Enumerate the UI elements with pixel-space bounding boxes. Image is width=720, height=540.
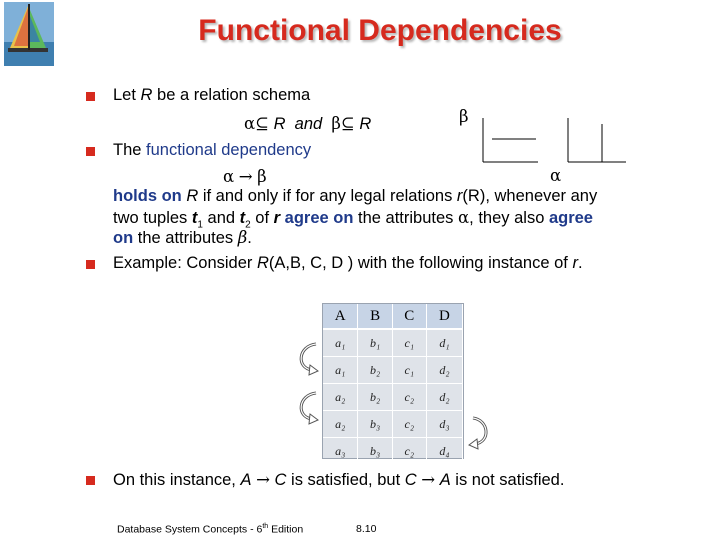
footer-book-title: Database System Concepts - 6th Edition: [117, 523, 304, 536]
table-cell: c₂: [392, 384, 426, 411]
column-header: D: [426, 304, 462, 329]
table-cell: d₂: [426, 384, 462, 411]
page-number: 8.10: [356, 523, 377, 535]
table-cell: d₃: [426, 411, 462, 438]
definition-line-3: on the attributes β.: [113, 228, 252, 247]
relation-instance-table: [322, 303, 464, 459]
fd-expression: α → β: [223, 167, 267, 186]
table-row: [323, 411, 463, 438]
diagram-alpha-label: α: [550, 166, 562, 185]
bullet-functional-dependency: The functional dependency: [113, 141, 312, 159]
table-cell: d₂: [426, 357, 462, 384]
page-title: Functional Dependencies: [198, 14, 562, 47]
definition-line-2: two tuples $t_1$ and $t_2$ of r agree on the attributes α, they also agree: [113, 208, 593, 231]
table-cell: b₂: [358, 384, 392, 411]
table-row: [323, 357, 463, 384]
attribute-set-diagram: [476, 112, 636, 170]
column-header: B: [358, 304, 392, 329]
table-cell: c₂: [392, 411, 426, 438]
table-cell: a₃: [323, 438, 358, 465]
table-cell: c₂: [392, 438, 426, 465]
table-cell: b₂: [358, 357, 392, 384]
bullet-conclusion: On this instance, A → C is satisfied, but C → A is not satisfied.: [113, 470, 565, 489]
bullet-example: Example: Consider R(A,B, C, D ) with the following instance of r.: [113, 254, 583, 272]
table-cell: b₃: [358, 438, 392, 465]
diagram-beta-label: β: [459, 107, 469, 126]
table-cell: a₁: [323, 329, 358, 357]
subset-expression: α⊆ R and β⊆ R: [244, 114, 372, 133]
table-cell: b₃: [358, 411, 392, 438]
table-row: [323, 384, 463, 411]
table-cell: b₁: [358, 329, 392, 357]
table-cell: a₂: [323, 384, 358, 411]
table-cell: a₂: [323, 411, 358, 438]
curved-arrow-icon: [294, 389, 320, 425]
bullet-marker: [86, 147, 95, 156]
curved-arrow-icon: [467, 414, 493, 450]
table-cell: d₄: [426, 438, 462, 465]
table-row: [323, 438, 463, 465]
bullet-relation-schema: Let R be a relation schema: [113, 86, 311, 104]
bullet-marker: [86, 476, 95, 485]
curved-arrow-icon: [294, 340, 320, 376]
column-header: C: [392, 304, 426, 329]
definition-line-1: holds on R if and only if for any legal relations r(R), whenever any: [113, 187, 598, 205]
table-cell: d₁: [426, 329, 462, 357]
table-row: [323, 329, 463, 357]
table-cell: c₁: [392, 329, 426, 357]
column-header: A: [323, 304, 358, 329]
table-cell: a₁: [323, 357, 358, 384]
bullet-marker: [86, 92, 95, 101]
bullet-marker: [86, 260, 95, 269]
table-cell: c₁: [392, 357, 426, 384]
